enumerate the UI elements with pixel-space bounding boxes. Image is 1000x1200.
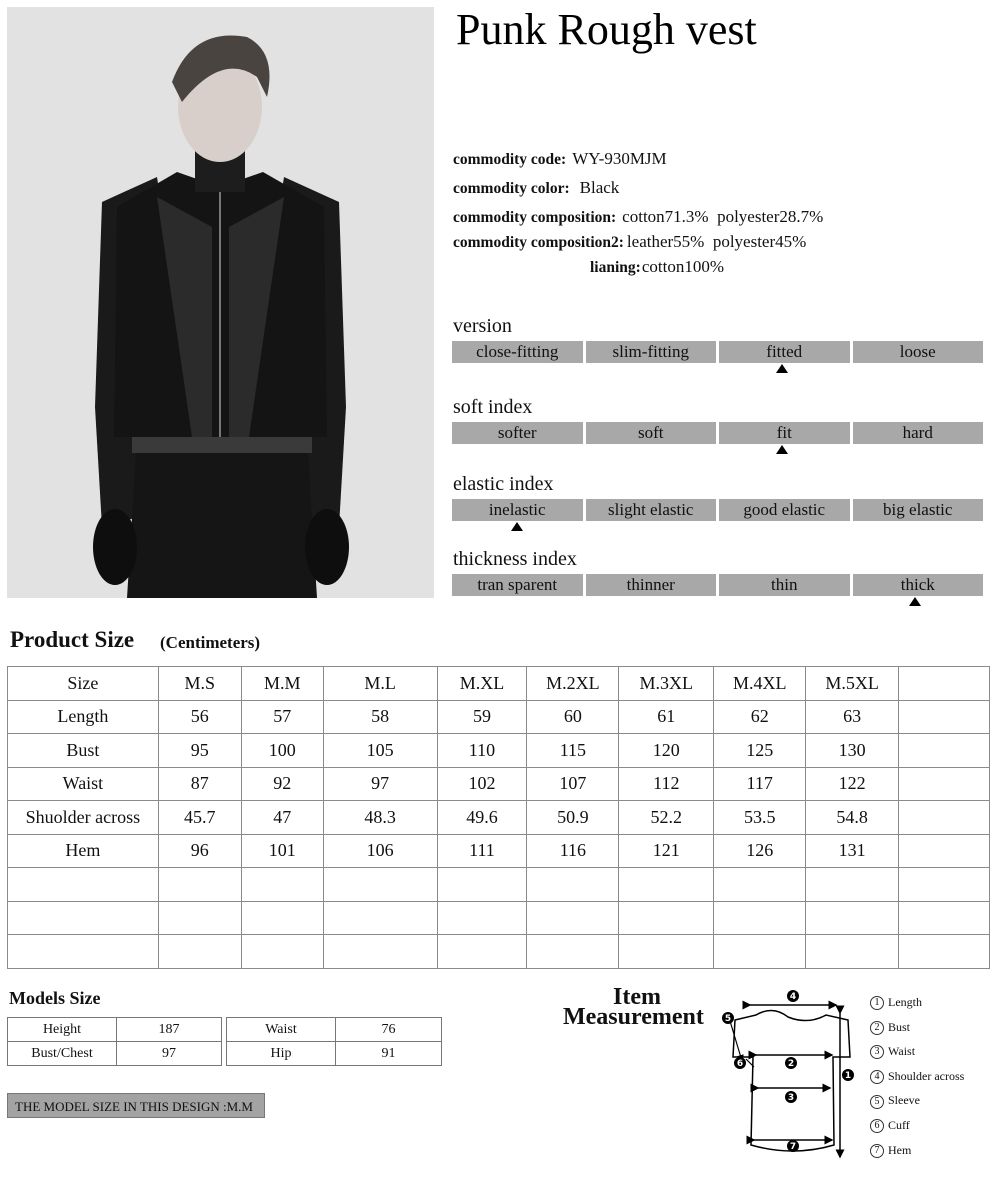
legend-item (870, 993, 964, 1018)
legend-label: Cuff (888, 1117, 910, 1132)
table-cell (899, 801, 990, 835)
table-cell (619, 901, 714, 935)
option-slim-fitting: slim-fitting (586, 341, 717, 363)
selected-marker-icon (909, 597, 921, 606)
table-cell: 102 (437, 767, 527, 801)
table-row (227, 1018, 442, 1042)
spec-label: commodity color: (453, 180, 570, 197)
legend-item (870, 1018, 964, 1043)
spec-label: lianing: (590, 259, 641, 276)
table-header-row (8, 667, 990, 701)
legend-number: 3 (870, 1045, 884, 1059)
table-cell: 125 (714, 734, 806, 768)
table-row (8, 935, 990, 969)
table-cell (437, 901, 527, 935)
table-cell: Bust (8, 734, 159, 768)
table-cell (619, 868, 714, 902)
selected-marker-icon (776, 445, 788, 454)
option-slight-elastic: slight elastic (586, 499, 717, 521)
legend-label: Length (888, 995, 922, 1009)
table-cell (899, 935, 990, 969)
table-cell: 76 (336, 1018, 442, 1042)
spec-label: commodity composition: (453, 209, 617, 226)
table-cell: Waist (227, 1018, 336, 1042)
table-cell: Waist (8, 767, 159, 801)
table-cell: 97 (323, 767, 437, 801)
table-cell: 53.5 (714, 801, 806, 835)
table-cell: 95 (158, 734, 241, 768)
legend-item (870, 1116, 964, 1141)
table-cell: 96 (158, 834, 241, 868)
version-scale (452, 341, 983, 363)
table-cell (437, 868, 527, 902)
table-cell: 47 (241, 801, 323, 835)
spec-value: Black (579, 178, 620, 197)
table-cell: 91 (336, 1042, 442, 1066)
table-cell: 116 (527, 834, 619, 868)
table-cell: 106 (323, 834, 437, 868)
table-row (8, 767, 990, 801)
spec-label: commodity composition2: (453, 234, 624, 251)
legend-number: 2 (870, 1021, 884, 1035)
table-cell (714, 868, 806, 902)
diagram-number: 1 (844, 1071, 852, 1081)
table-cell: 117 (714, 767, 806, 801)
spec-commodity-code (453, 149, 667, 169)
table-cell (241, 935, 323, 969)
item-measurement-title-line2: Measurement (563, 1004, 704, 1030)
option-inelastic: inelastic (452, 499, 583, 521)
table-header: M.S (158, 667, 241, 701)
garment-measurement-diagram-icon (718, 985, 863, 1165)
option-fit: fit (719, 422, 850, 444)
table-cell (806, 868, 899, 902)
legend-number: 5 (870, 1095, 884, 1109)
model-size-note: THE MODEL SIZE IN THIS DESIGN :M.M (7, 1093, 265, 1118)
table-cell: 61 (619, 700, 714, 734)
table-cell (714, 935, 806, 969)
table-cell (899, 868, 990, 902)
option-big-elastic: big elastic (853, 499, 984, 521)
table-cell (323, 868, 437, 902)
selected-marker-icon (511, 522, 523, 531)
table-row (8, 801, 990, 835)
diagram-number: 3 (787, 1093, 795, 1103)
elastic-index-title: elastic index (453, 473, 554, 495)
table-cell: 45.7 (158, 801, 241, 835)
table-cell: 50.9 (527, 801, 619, 835)
thickness-index-title: thickness index (453, 548, 577, 570)
option-thin: thin (719, 574, 850, 596)
table-row (8, 1018, 222, 1042)
option-transparent: tran sparent (452, 574, 583, 596)
table-header: Size (8, 667, 159, 701)
table-cell: Hem (8, 834, 159, 868)
table-cell: 92 (241, 767, 323, 801)
table-cell (619, 935, 714, 969)
spec-value: cotton71.3% polyester28.7% (622, 207, 824, 226)
table-cell: 101 (241, 834, 323, 868)
table-row (8, 1042, 222, 1066)
legend-label: Shoulder across (888, 1068, 965, 1083)
table-cell (241, 901, 323, 935)
legend-item (870, 1141, 964, 1166)
table-row (8, 868, 990, 902)
legend-number: 4 (870, 1070, 884, 1084)
table-cell: 131 (806, 834, 899, 868)
table-cell (899, 734, 990, 768)
product-size-unit: (Centimeters) (160, 633, 261, 652)
table-cell: Length (8, 700, 159, 734)
table-row (8, 834, 990, 868)
legend-number: 6 (870, 1119, 884, 1133)
table-cell: 58 (323, 700, 437, 734)
table-cell: Bust/Chest (8, 1042, 117, 1066)
table-cell (806, 935, 899, 969)
size-table (7, 666, 990, 969)
spec-value: cotton100% (641, 257, 724, 276)
legend-label: Waist (888, 1044, 916, 1059)
table-cell: Shuolder across (8, 801, 159, 835)
table-cell: 115 (527, 734, 619, 768)
spec-lining (590, 257, 724, 277)
table-cell (899, 901, 990, 935)
table-cell: 87 (158, 767, 241, 801)
table-header: M.XL (437, 667, 527, 701)
legend-label: Hem (888, 1142, 912, 1157)
table-cell: 48.3 (323, 801, 437, 835)
legend-item (870, 1042, 964, 1067)
option-close-fitting: close-fitting (452, 341, 583, 363)
table-cell (158, 901, 241, 935)
table-cell: 120 (619, 734, 714, 768)
table-cell: 57 (241, 700, 323, 734)
option-thick: thick (853, 574, 984, 596)
table-header: M.M (241, 667, 323, 701)
table-cell: 100 (241, 734, 323, 768)
table-cell: 112 (619, 767, 714, 801)
selected-marker-icon (776, 364, 788, 373)
table-cell: Height (8, 1018, 117, 1042)
soft-index-title: soft index (453, 396, 533, 418)
legend-number: 1 (870, 996, 884, 1010)
legend-label: Bust (888, 1019, 911, 1034)
option-softer: softer (452, 422, 583, 444)
table-cell (899, 767, 990, 801)
table-cell: 107 (527, 767, 619, 801)
table-header: M.5XL (806, 667, 899, 701)
table-cell: 111 (437, 834, 527, 868)
table-cell (437, 935, 527, 969)
table-cell: 187 (117, 1018, 222, 1042)
models-size-title: Models Size (9, 988, 101, 1008)
models-table-left (7, 1017, 222, 1066)
table-cell: 54.8 (806, 801, 899, 835)
table-cell (899, 834, 990, 868)
option-soft: soft (586, 422, 717, 444)
spec-value: leather55% polyester45% (626, 232, 807, 251)
table-cell (241, 868, 323, 902)
soft-index-scale (452, 422, 983, 444)
option-loose: loose (853, 341, 984, 363)
option-hard: hard (853, 422, 984, 444)
table-cell: 59 (437, 700, 527, 734)
thickness-index-scale (452, 574, 983, 596)
table-row (8, 901, 990, 935)
table-cell (899, 700, 990, 734)
diagram-number: 7 (789, 1142, 797, 1152)
table-cell: 122 (806, 767, 899, 801)
table-cell (8, 901, 159, 935)
legend-label: Sleeve (888, 1093, 920, 1108)
diagram-number: 6 (736, 1059, 744, 1069)
table-cell (527, 935, 619, 969)
table-cell: 97 (117, 1042, 222, 1066)
diagram-number: 4 (789, 992, 797, 1002)
product-photo (7, 7, 434, 598)
table-header (899, 667, 990, 701)
legend-number: 7 (870, 1144, 884, 1158)
table-cell: 60 (527, 700, 619, 734)
table-cell: 52.2 (619, 801, 714, 835)
table-cell (8, 935, 159, 969)
table-header: M.3XL (619, 667, 714, 701)
table-cell (527, 901, 619, 935)
table-cell: 121 (619, 834, 714, 868)
table-header: M.L (323, 667, 437, 701)
table-header: M.4XL (714, 667, 806, 701)
table-cell: 126 (714, 834, 806, 868)
table-cell: 105 (323, 734, 437, 768)
spec-commodity-composition (453, 207, 823, 227)
version-title: version (453, 315, 512, 337)
spec-label: commodity code: (453, 151, 567, 168)
table-cell (714, 901, 806, 935)
legend-item (870, 1091, 964, 1116)
table-cell (527, 868, 619, 902)
measurement-legend (870, 993, 964, 1165)
spec-commodity-color (453, 178, 619, 198)
table-cell: 110 (437, 734, 527, 768)
table-cell: 56 (158, 700, 241, 734)
table-cell: 130 (806, 734, 899, 768)
item-measurement-title-line1: Item (613, 984, 661, 1010)
table-row (8, 700, 990, 734)
table-cell (806, 901, 899, 935)
table-cell (8, 868, 159, 902)
table-cell: 62 (714, 700, 806, 734)
models-table-right (226, 1017, 442, 1066)
product-title: Punk Rough vest (456, 5, 757, 54)
option-good-elastic: good elastic (719, 499, 850, 521)
option-fitted: fitted (719, 341, 850, 363)
diagram-number: 5 (724, 1014, 732, 1024)
table-cell: 63 (806, 700, 899, 734)
table-cell (323, 935, 437, 969)
table-row (227, 1042, 442, 1066)
diagram-number: 2 (787, 1059, 795, 1069)
spec-commodity-composition2 (453, 232, 806, 252)
spec-value: WY-930MJM (572, 149, 667, 168)
table-cell (158, 935, 241, 969)
table-cell: 49.6 (437, 801, 527, 835)
table-cell (158, 868, 241, 902)
legend-item (870, 1067, 964, 1092)
product-size-title: Product Size (10, 627, 135, 652)
table-header: M.2XL (527, 667, 619, 701)
elastic-index-scale (452, 499, 983, 521)
option-thinner: thinner (586, 574, 717, 596)
table-cell: Hip (227, 1042, 336, 1066)
table-row (8, 734, 990, 768)
table-cell (323, 901, 437, 935)
